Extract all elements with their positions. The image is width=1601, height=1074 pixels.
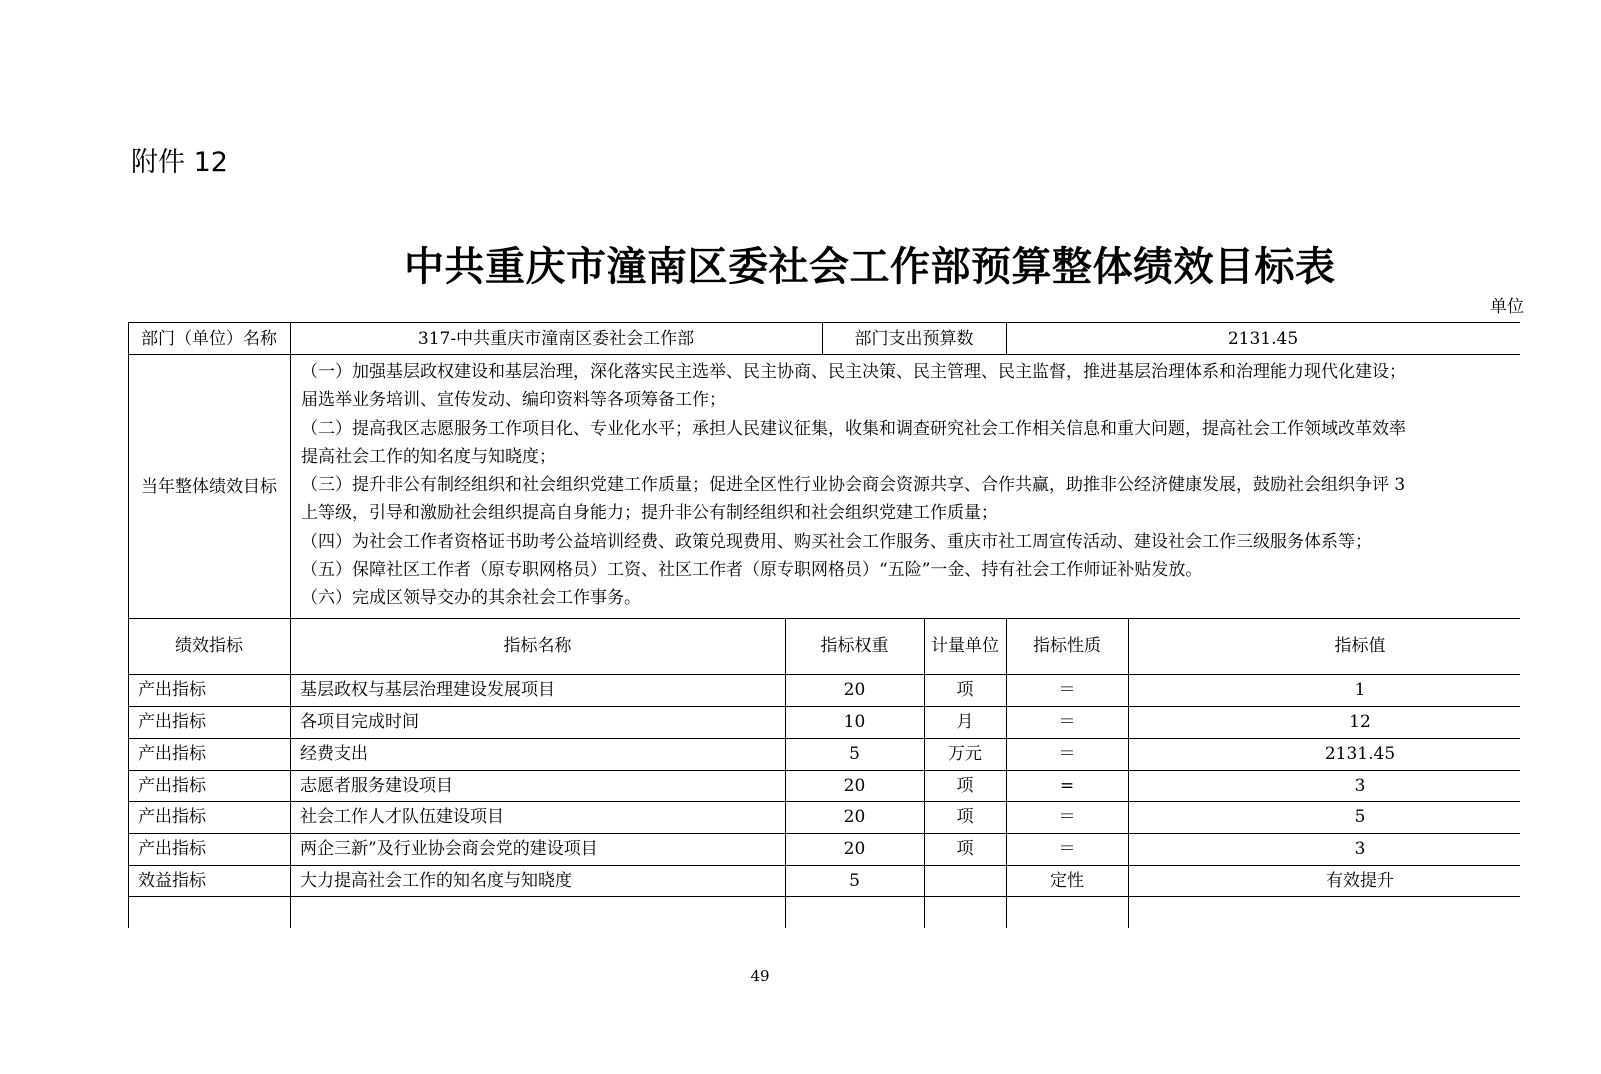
col-unit: 计量单位 [931,636,999,656]
weight-cell: 20 [843,839,866,859]
name-cell: 志愿者服务建设项目 [300,775,453,796]
unit-cell [924,896,1006,928]
nature-cell: ＝ [1058,807,1076,827]
nature-cell: ＝ [1058,839,1076,859]
col-indicator: 绩效指标 [175,636,243,656]
weight-cell: 20 [843,807,866,827]
name-cell [290,896,785,928]
name-cell: 两企三新”及行业协会商会党的建设项目 [300,839,598,859]
performance-table [128,322,1520,928]
indicator-cell: 产出指标 [138,744,206,764]
nature-cell [1006,896,1128,928]
budget-value: 2131.45 [1227,328,1299,349]
indicator-cell: 产出指标 [138,775,206,796]
value-cell: 3 [1354,839,1366,859]
weight-cell [785,896,924,928]
unit-cell: 项 [956,839,974,859]
page-title: 中共重庆市潼南区委社会工作部预算整体绩效目标表 [404,244,1336,290]
col-name: 指标名称 [503,636,572,656]
goal-line: 届选举业务培训、宣传发动、编印资料等各项筹备工作； [301,390,726,411]
weight-cell: 10 [843,712,866,732]
dept-value: 317-中共重庆市潼南区委社会工作部 [417,328,695,349]
unit-cell: 万元 [948,744,982,764]
value-cell: 2131.45 [1324,744,1396,764]
indicator-cell: 效益指标 [138,870,206,891]
page-number: 49 [750,967,770,985]
value-cell: 12 [1349,712,1371,732]
unit-cell: 月 [956,712,974,732]
value-cell: 有效提升 [1326,870,1394,891]
nature-cell: 定性 [1050,870,1084,891]
name-cell: 各项目完成时间 [300,712,419,732]
indicator-cell: 产出指标 [138,712,206,732]
value-cell: 5 [1354,807,1366,827]
indicator-cell: 产出指标 [138,680,206,700]
value-cell: 3 [1354,775,1366,796]
goals-text [301,358,1601,613]
nature-cell: ＝ [1058,712,1076,732]
value-cell: 1 [1354,680,1366,700]
dept-label: 部门（单位）名称 [141,328,277,349]
weight-cell: 20 [843,680,866,700]
name-cell: 基层政权与基层治理建设发展项目 [300,680,555,700]
unit-cell: 项 [956,775,974,796]
value-cell [1128,896,1592,928]
nature-cell: ＝ [1058,680,1076,700]
goals-label: 当年整体绩效目标 [141,476,277,497]
goal-line: （五）保障社区工作者（原专职网格员）工资、社区工作者（原专职网格员）“五险”一金、持有社会工作师证补贴发放。 [301,560,1203,581]
goal-line: 提高社会工作的知名度与知晓度； [301,446,556,467]
indicator-cell: 产出指标 [138,807,206,827]
col-weight: 指标权重 [820,636,889,656]
weight-cell: 5 [849,744,860,764]
goal-line: （三）提升非公有制经组织和社会组织党建工作质量；促进全区性行业协会商会资源共享、合作共赢，助推非公经济健康发展，鼓励社会组织争评 3 [301,475,1406,496]
unit-cell [924,865,1006,896]
weight-cell: 20 [843,775,866,796]
unit-label: 单位 [1490,297,1524,317]
budget-label: 部门支出预算数 [854,328,974,349]
indicator-cell [128,896,290,928]
nature-cell: ＝ [1058,744,1076,764]
col-value: 指标值 [1334,636,1386,656]
annex-label: 附件 12 [131,147,228,178]
nature-cell: = [1059,775,1075,796]
unit-cell: 项 [956,807,974,827]
goal-line: 上等级，引导和激励社会组织提高自身能力；提升非公有制经组织和社会组织党建工作质量； [301,503,998,524]
goal-line: （二）提高我区志愿服务工作项目化、专业化水平；承担人民建议征集，收集和调查研究社会工作相关信息和重大问题，提高社会工作领域改革效率 [301,418,1406,439]
weight-cell: 5 [849,870,860,891]
name-cell: 大力提高社会工作的知名度与知晓度 [300,870,572,891]
name-cell: 社会工作人才队伍建设项目 [300,807,504,827]
name-cell: 经费支出 [300,744,368,764]
indicator-cell: 产出指标 [138,839,206,859]
goal-line: （六）完成区领导交办的其余社会工作事务。 [301,588,641,609]
goal-line: （四）为社会工作者资格证书助考公益培训经费、政策兑现费用、购买社会工作服务、重庆市社工周宣传活动、建设社会工作三级服务体系等； [301,531,1372,552]
col-nature: 指标性质 [1033,636,1101,656]
goal-line: （一）加强基层政权建设和基层治理，深化落实民主选举、民主协商、民主决策、民主管理、民主监督，推进基层治理体系和治理能力现代化建设； [301,362,1406,382]
unit-cell: 项 [956,680,974,700]
